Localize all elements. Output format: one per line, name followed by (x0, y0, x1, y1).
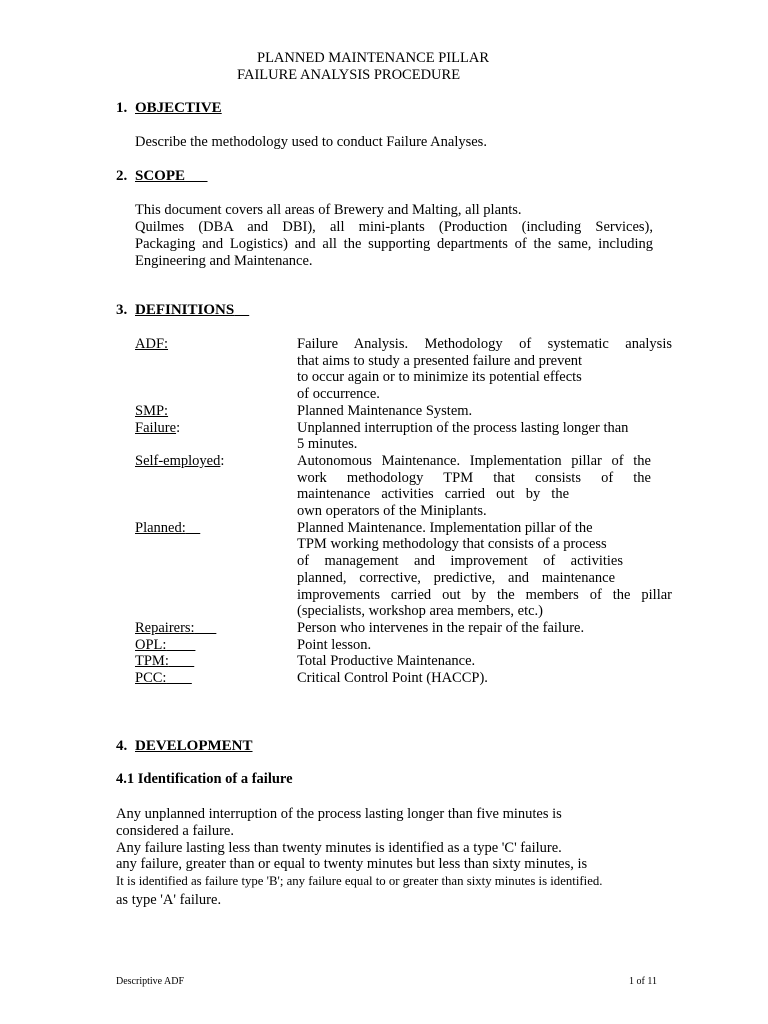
heading-underline-space (185, 168, 208, 184)
definition-pcc (135, 670, 672, 687)
footer-page-number: 1 of 11 (629, 976, 657, 987)
definition-failure (135, 420, 672, 453)
section-title: SCOPE (135, 168, 186, 184)
definitions-list (135, 336, 672, 687)
definition-opl (135, 637, 672, 654)
paragraph-line: Engineering and Maintenance. (135, 253, 313, 269)
section-title: DEFINITIONS (135, 302, 235, 318)
section-heading-scope (116, 168, 208, 185)
paragraph-line: considered a failure. (116, 822, 234, 839)
definition-term: PCC: (135, 670, 167, 687)
title-line-1: PLANNED MAINTENANCE PILLAR (257, 50, 489, 66)
paragraph-line: Packaging and Logistics) and all the supporting departments of the same, including (135, 236, 653, 252)
section-title: DEVELOPMENT (135, 738, 253, 754)
objective-text (135, 134, 487, 151)
definition-description: Unplanned interruption of the process lasting longer than 5 minutes. (297, 419, 629, 453)
definition-adf (135, 336, 672, 403)
definition-self-employed (135, 453, 672, 520)
section-title: OBJECTIVE (135, 100, 222, 116)
definition-term: SMP: (135, 402, 169, 419)
definition-description: Planned Maintenance System. (297, 402, 473, 419)
definition-description: Critical Control Point (HACCP). (297, 670, 488, 687)
subsection-heading: 4.1 Identification of a failure (116, 771, 293, 787)
paragraph-line: as type 'A' failure. (116, 891, 222, 908)
section-heading-definitions (116, 302, 249, 319)
section-number: 2. (116, 168, 128, 184)
paragraph-line: Any unplanned interruption of the process lasting longer than five minutes is (116, 806, 562, 822)
development-text (116, 806, 656, 909)
definition-tpm (135, 653, 672, 670)
section-number: 4. (116, 738, 128, 754)
definition-description: Failure Analysis. Methodology of systematic analysis that aims to study a presented failure and prevent to occur again or to minimize its potential effects of occurrence. (297, 336, 672, 403)
definition-term: Planned: (135, 519, 186, 536)
paragraph-line: any failure, greater than or equal to twenty minutes but less than sixty minutes, is (116, 856, 588, 873)
section-number: 3. (116, 302, 128, 318)
definition-term: ADF: (135, 336, 169, 352)
heading-underline-space (234, 302, 249, 318)
definition-term: Self-employed: (135, 452, 225, 469)
footer-document-name: Descriptive ADF (116, 976, 185, 987)
scope-text (135, 202, 653, 270)
paragraph-line: Quilmes (DBA and DBI), all mini-plants (Production (including Services), (135, 219, 653, 235)
definition-smp (135, 403, 672, 420)
definition-description: Person who intervenes in the repair of the failure. (297, 619, 585, 636)
definition-term: OPL: (135, 636, 167, 653)
definition-description: Autonomous Maintenance. Implementation pillar of the work methodology TPM that consists of the maintenance activities carried out by the own operators of the Miniplants. (297, 452, 651, 520)
definition-repairers (135, 620, 672, 637)
paragraph-line: It is identified as failure type 'B'; any failure equal to or greater than sixty minutes is identified. (116, 874, 603, 889)
definition-term: Repairers: (135, 619, 195, 636)
definition-description: Planned Maintenance. Implementation pillar of the TPM working methodology that consists of a process of management and improvement of activities planned, corrective, predictive, and maintenance improvements carried out by the members of the pillar (specialists, workshop area members, etc.) (297, 519, 672, 620)
section-heading-development (116, 738, 253, 755)
definition-term: Failure: (135, 419, 181, 436)
paragraph-line: Describe the methodology used to conduct Failure Analyses. (135, 134, 487, 150)
definition-planned (135, 520, 672, 620)
definition-description: Total Productive Maintenance. (297, 653, 476, 670)
section-number: 1. (116, 100, 128, 116)
title-line-2: FAILURE ANALYSIS PROCEDURE (237, 67, 461, 83)
paragraph-line: Any failure lasting less than twenty minutes is identified as a type 'C' failure. (116, 839, 562, 856)
definition-term: TPM: (135, 653, 169, 670)
section-heading-objective (116, 100, 222, 117)
paragraph-line: This document covers all areas of Brewery and Malting, all plants. (135, 202, 522, 218)
definition-description: Point lesson. (297, 636, 372, 653)
